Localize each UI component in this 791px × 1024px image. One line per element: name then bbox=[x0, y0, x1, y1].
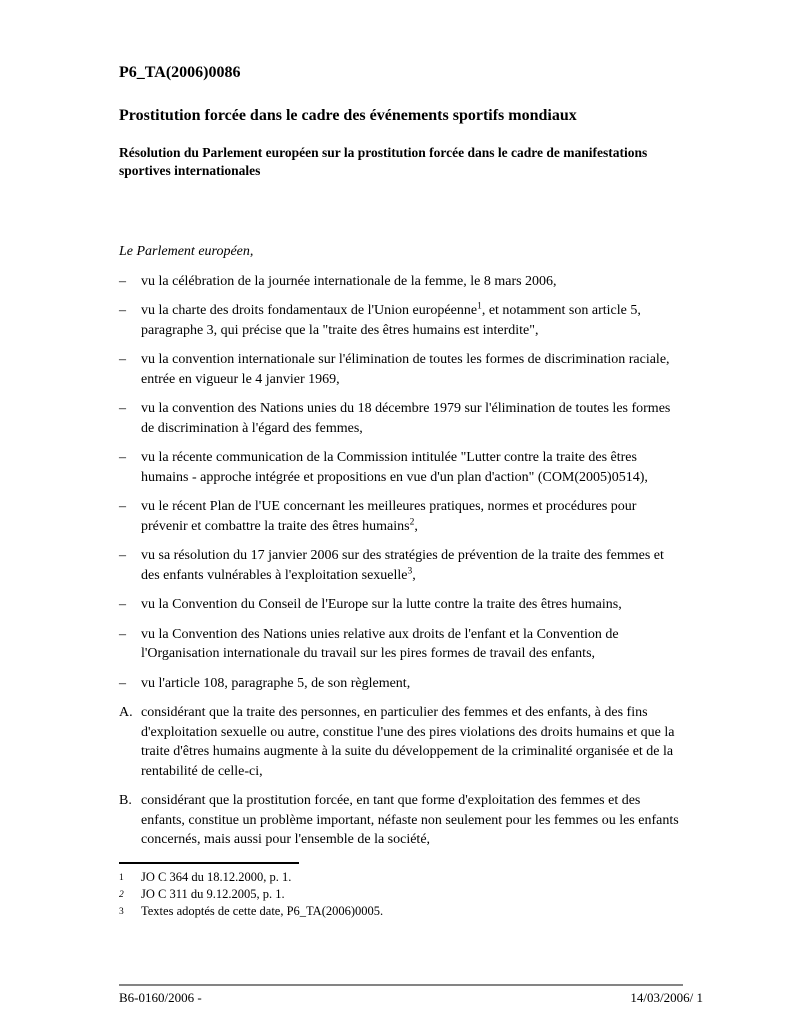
body-paragraph bbox=[119, 448, 680, 487]
document-subtitle: Résolution du Parlement européen sur la prostitution forcée dans le cadre de manifestations sportives internationales bbox=[119, 145, 648, 178]
body-paragraph bbox=[119, 674, 680, 694]
paragraph-text: vu la Convention du Conseil de l'Europe sur la lutte contre la traite des êtres humains, bbox=[141, 597, 622, 612]
paragraph-marker: – bbox=[119, 352, 126, 367]
footnote-text: JO C 311 du 9.12.2005, p. 1. bbox=[141, 886, 285, 901]
body-paragraph bbox=[119, 497, 680, 536]
body-paragraph bbox=[119, 399, 680, 438]
paragraph-marker: – bbox=[119, 548, 126, 563]
body-paragraph bbox=[119, 595, 680, 615]
paragraph-marker: B. bbox=[119, 793, 132, 808]
footer-date-page-number: 14/03/2006/ 1 bbox=[630, 990, 703, 1005]
page-footer bbox=[119, 984, 703, 1006]
intro-line: Le Parlement européen, bbox=[119, 244, 254, 259]
footnote bbox=[119, 903, 680, 920]
body-paragraph bbox=[119, 301, 680, 340]
paragraph-marker: A. bbox=[119, 705, 133, 720]
paragraph-text: vu sa résolution du 17 janvier 2006 sur des stratégies de prévention de la traite des femmes et des enfants vulnérables à l'exploitation sexuelle$^3$, bbox=[141, 548, 664, 583]
paragraph-text: vu la célébration de la journée internationale de la femme, le 8 mars 2006, bbox=[141, 273, 557, 289]
footnote-marker: 3 bbox=[119, 906, 124, 917]
paragraph-marker: – bbox=[119, 401, 126, 416]
paragraph-text: considérant que la prostitution forcée, en tant que forme d'exploitation des femmes et des enfants, constitue un problème important, néfaste non seulement pour les femmes ou les enfants concernés, mais aussi pour l'ensemble de la société, bbox=[141, 793, 679, 847]
body-paragraph bbox=[119, 350, 680, 389]
footnote bbox=[119, 886, 680, 903]
footnote-reference: 1 bbox=[477, 301, 482, 312]
footnote bbox=[119, 869, 680, 886]
paragraph-marker: – bbox=[119, 597, 126, 612]
footnote-text: Textes adoptés de cette date, P6_TA(2006)0005. bbox=[141, 903, 384, 918]
footnote-marker: 1 bbox=[119, 872, 124, 883]
paragraph-marker: – bbox=[119, 499, 126, 514]
body-paragraph bbox=[119, 546, 680, 585]
footnotes bbox=[119, 869, 680, 920]
paragraph-text: vu la Convention des Nations unies relative aux droits de l'enfant et la Convention de l'Organisation internationale du travail sur les pires formes de travail des enfants, bbox=[141, 626, 619, 661]
paragraph-text: vu le récent Plan de l'UE concernant les meilleures pratiques, normes et procédures pour prévenir et combattre la traite des êtres humains$^2$, bbox=[141, 499, 637, 534]
footnote-text: JO C 364 du 18.12.2000, p. 1. bbox=[141, 869, 292, 884]
document-title: Prostitution forcée dans le cadre des événements sportifs mondiaux bbox=[119, 107, 577, 124]
paragraph-text: vu la convention internationale sur l'élimination de toutes les formes de discrimination raciale, entrée en vigueur le 4 janvier 1969, bbox=[141, 352, 670, 387]
paragraph-marker: – bbox=[119, 675, 126, 691]
paragraph-text: considérant que la traite des personnes, en particulier des femmes et des enfants, à des fins d'exploitation sexuelle ou autre, constitue l'une des pires violations des droits humains et que la traite d'êtres humains augmente à la suite du développement de la criminalité organisée et de la rentabilité de celle-ci, bbox=[141, 705, 675, 779]
document-number: P6_TA(2006)0086 bbox=[119, 64, 241, 81]
body-paragraph bbox=[119, 625, 680, 664]
footnote-separator bbox=[119, 862, 299, 864]
footer-document-reference: B6-0160/2006 - bbox=[119, 990, 202, 1005]
paragraph-marker: – bbox=[119, 450, 126, 465]
body-paragraph bbox=[119, 791, 680, 850]
body-paragraph bbox=[119, 703, 680, 781]
footnote-reference: 2 bbox=[409, 516, 415, 527]
body-paragraph bbox=[119, 272, 680, 292]
body-paragraphs bbox=[119, 272, 680, 850]
paragraph-text: vu la récente communication de la Commission intitulée "Lutter contre la traite des êtres humains - approche intégrée et propositions en vue d'un plan d'action" (COM(2005)0514), bbox=[141, 450, 648, 485]
paragraph-marker: – bbox=[119, 626, 126, 642]
footnote-marker: 2 bbox=[119, 889, 124, 900]
paragraph-text: vu la charte des droits fondamentaux de l'Union européenne$^1$, et notamment son article 5, paragraphe 3, qui précise que la "traite des êtres humains est interdite", bbox=[141, 301, 641, 338]
paragraph-marker: – bbox=[119, 303, 126, 318]
footnote-reference: 3 bbox=[407, 565, 413, 576]
paragraph-marker: – bbox=[119, 273, 126, 289]
paragraph-text: vu la convention des Nations unies du 18 décembre 1979 sur l'élimination de toutes les formes de discrimination à l'égard des femmes, bbox=[141, 401, 671, 436]
footer-rule bbox=[119, 984, 683, 986]
paragraph-text: vu l'article 108, paragraphe 5, de son règlement, bbox=[141, 675, 411, 691]
